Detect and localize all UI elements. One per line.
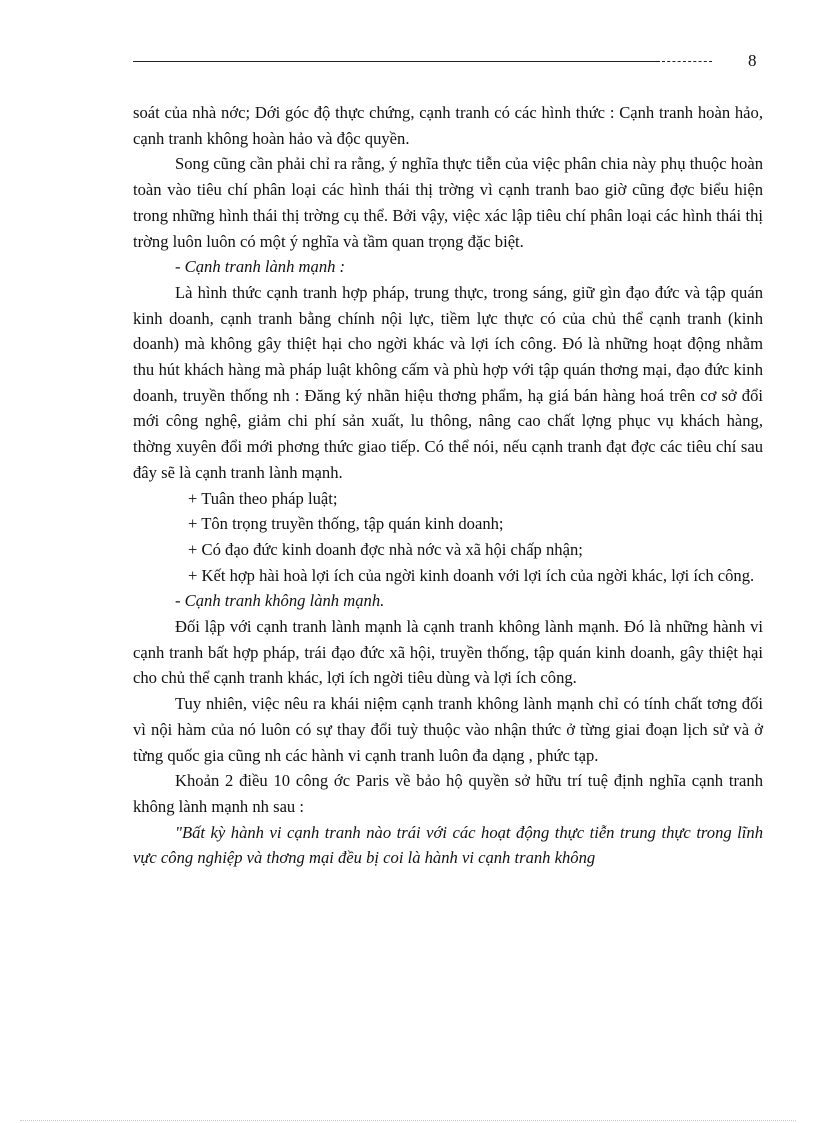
body-text xyxy=(133,100,763,871)
paragraph-3: Là hình thức cạnh tranh hợp pháp, trung thực, trong sáng, giữ gìn đạo đức và tập quán kinh doanh, cạnh tranh bằng chính nội lực, tiềm lực thực có của chủ thể cạnh tranh (kinh doanh) mà không gây thiệt hại cho ngời khác và lợi ích công. Đó là những hoạt động nhằm thu hút khách hàng mà pháp luật không cấm và phù hợp với tập quán thơng mại, đạo đức kinh doanh, truyền thống nh : Đăng ký nhãn hiệu thơng phẩm, hạ giá bán hàng hoá trên cơ sở đổi mới công nghệ, giảm chi phí sản xuất, lu thông, nâng cao chất lợng phục vụ khách hàng, thờng xuyên đổi mới phơng thức giao tiếp. Có thể nói, nếu cạnh tranh đạt đợc các tiêu chí sau đây sẽ là cạnh tranh lành mạnh. xyxy=(133,282,763,482)
quote-paragraph: "Bất kỳ hành vi cạnh tranh nào trái với các hoạt động thực tiễn trung thực trong lĩnh vực công nghiệp và thơng mại đều bị coi là hành vi cạnh tranh không xyxy=(133,822,763,868)
paragraph-6: Khoản 2 điều 10 công ớc Paris về bảo hộ quyền sở hữu trí tuệ định nghĩa cạnh tranh không lành mạnh nh sau : xyxy=(133,771,763,816)
list-item: + Kết hợp hài hoà lợi ích của ngời kinh doanh với lợi ích của ngời khác, lợi ích công. xyxy=(188,565,755,585)
paragraph-5: Tuy nhiên, việc nêu ra khái niệm cạnh tranh không lành mạnh chỉ có tính chất tơng đối vì nội hàm của nó luôn có sự thay đổi tuỳ thuộc vào nhận thức ở từng giai đoạn lịch sử và ở từng quốc gia cũng nh các hành vi cạnh tranh luôn đa dạng , phức tạp. xyxy=(133,694,763,765)
list-item: + Có đạo đức kinh doanh đợc nhà nớc và xã hội chấp nhận; xyxy=(188,539,583,559)
header-rule xyxy=(133,61,660,62)
list-item: + Tuân theo pháp luật; xyxy=(188,488,338,508)
heading-unfair-competition: - Cạnh tranh không lành mạnh. xyxy=(175,591,385,611)
page-number: 8 xyxy=(748,51,757,70)
page-bottom-border xyxy=(20,1120,796,1121)
paragraph-4: Đối lập với cạnh tranh lành mạnh là cạnh tranh không lành mạnh. Đó là những hành vi cạnh tranh bất hợp pháp, trái đạo đức xã hội, truyền thống, tập quán kinh doanh, gây thiệt hại cho chủ thể cạnh tranh khác, lợi ích ngời tiêu dùng và lợi ích công. xyxy=(133,617,763,688)
heading-fair-competition: - Cạnh tranh lành mạnh : xyxy=(175,257,346,277)
list-item: + Tôn trọng truyền thống, tập quán kinh doanh; xyxy=(188,514,504,534)
criteria-list xyxy=(133,486,763,589)
paragraph-1: soát của nhà nớc; Dới góc độ thực chứng, cạnh tranh có các hình thức : Cạnh tranh hoàn hảo, cạnh tranh không hoàn hảo và độc quyền. xyxy=(133,103,763,148)
paragraph-2: Song cũng cần phải chỉ ra rằng, ý nghĩa thực tiễn của việc phân chia này phụ thuộc hoàn toàn vào tiêu chí phân loại các hình thái thị trờng vì cạnh tranh bao giờ cũng đợc biểu hiện trong những hình thái thị trờng cụ thể. Bởi vậy, việc xác lập tiêu chí phân loại các hình thái thị trờng luôn luôn có một ý nghĩa và tầm quan trọng đặc biệt. xyxy=(133,154,763,251)
header-dashed-rule xyxy=(662,61,712,62)
